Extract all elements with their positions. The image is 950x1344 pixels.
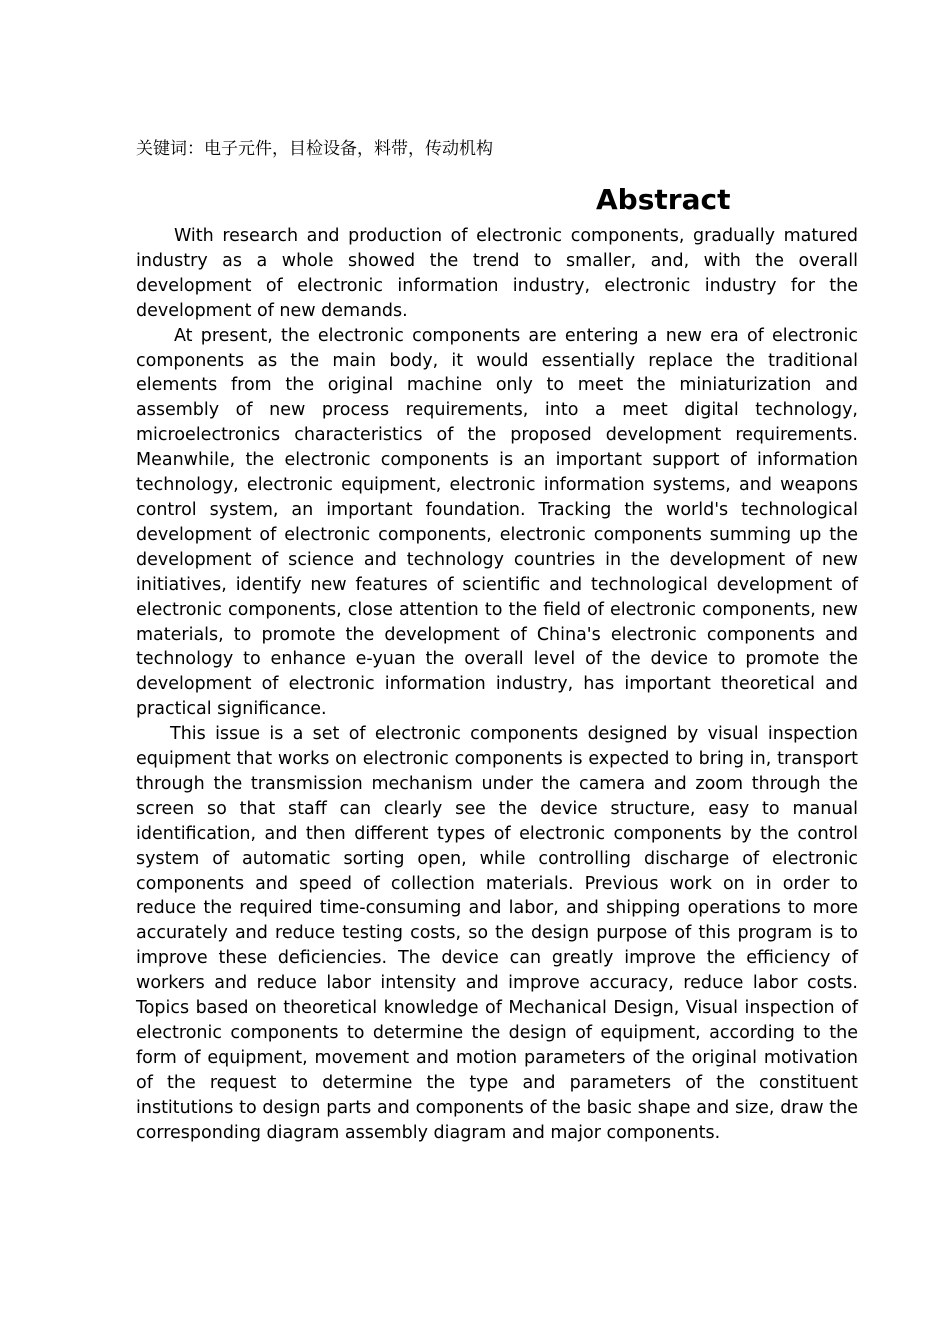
keywords-line: 关键词：电子元件，目检设备，料带，传动机构 [136,139,493,159]
abstract-paragraph-3: This issue is a set of electronic components designed by visual inspection equipment that works on electronic components is expected to bring in, transport through the transmission mechanism under the camera and zoom through the screen so that staff can clearly see the device structure, easy to manual identification, and then different types of electronic components by the control system of automatic sorting open, while controlling discharge of electronic components and speed of collection materials. Previous work on in order to reduce the required time-consuming and labor, and shipping operations to more accurately and reduce testing costs, so the design purpose of this program is to improve these deficiencies. The device can greatly improve the efficiency of workers and reduce labor intensity and improve accuracy, reduce labor costs. Topics based on theoretical knowledge of Mechanical Design, Visual inspection of electronic components to determine the design of equipment, according to the form of equipment, movement and motion parameters of the original motivation of the request to determine the type and parameters of the constituent institutions to design parts and components of the basic shape and size, draw the corresponding diagram assembly diagram and major components. [136,724,858,1143]
abstract-heading: Abstract [596,183,731,216]
abstract-paragraph-2: At present, the electronic components are entering a new era of electronic components as the main body, it would essentially replace the traditional elements from the original machine only to meet the miniaturization and assembly of new process requirements, into a meet digital technology, microelectronics characteristics of the proposed development requirements. Meanwhile, the electronic components is an important support of information technology, electronic equipment, electronic information systems, and weapons control system, an important foundation. Tracking the world's technological development of electronic components, electronic components summing up the development of science and technology countries in the development of new initiatives, identify new features of scientific and technological development of electronic components, close attention to the field of electronic components, new materials, to promote the development of China's electronic components and technology to enhance e-yuan the overall level of the device to promote the development of electronic information industry, has important theoretical and practical significance. [136,325,858,720]
document-page [136,137,858,1146]
abstract-paragraph-1: With research and production of electronic components, gradually matured industry as a whole showed the trend to smaller, and, with the overall development of electronic information industry, electronic industry for the development of new demands. [136,226,858,321]
abstract-body [136,224,858,1146]
